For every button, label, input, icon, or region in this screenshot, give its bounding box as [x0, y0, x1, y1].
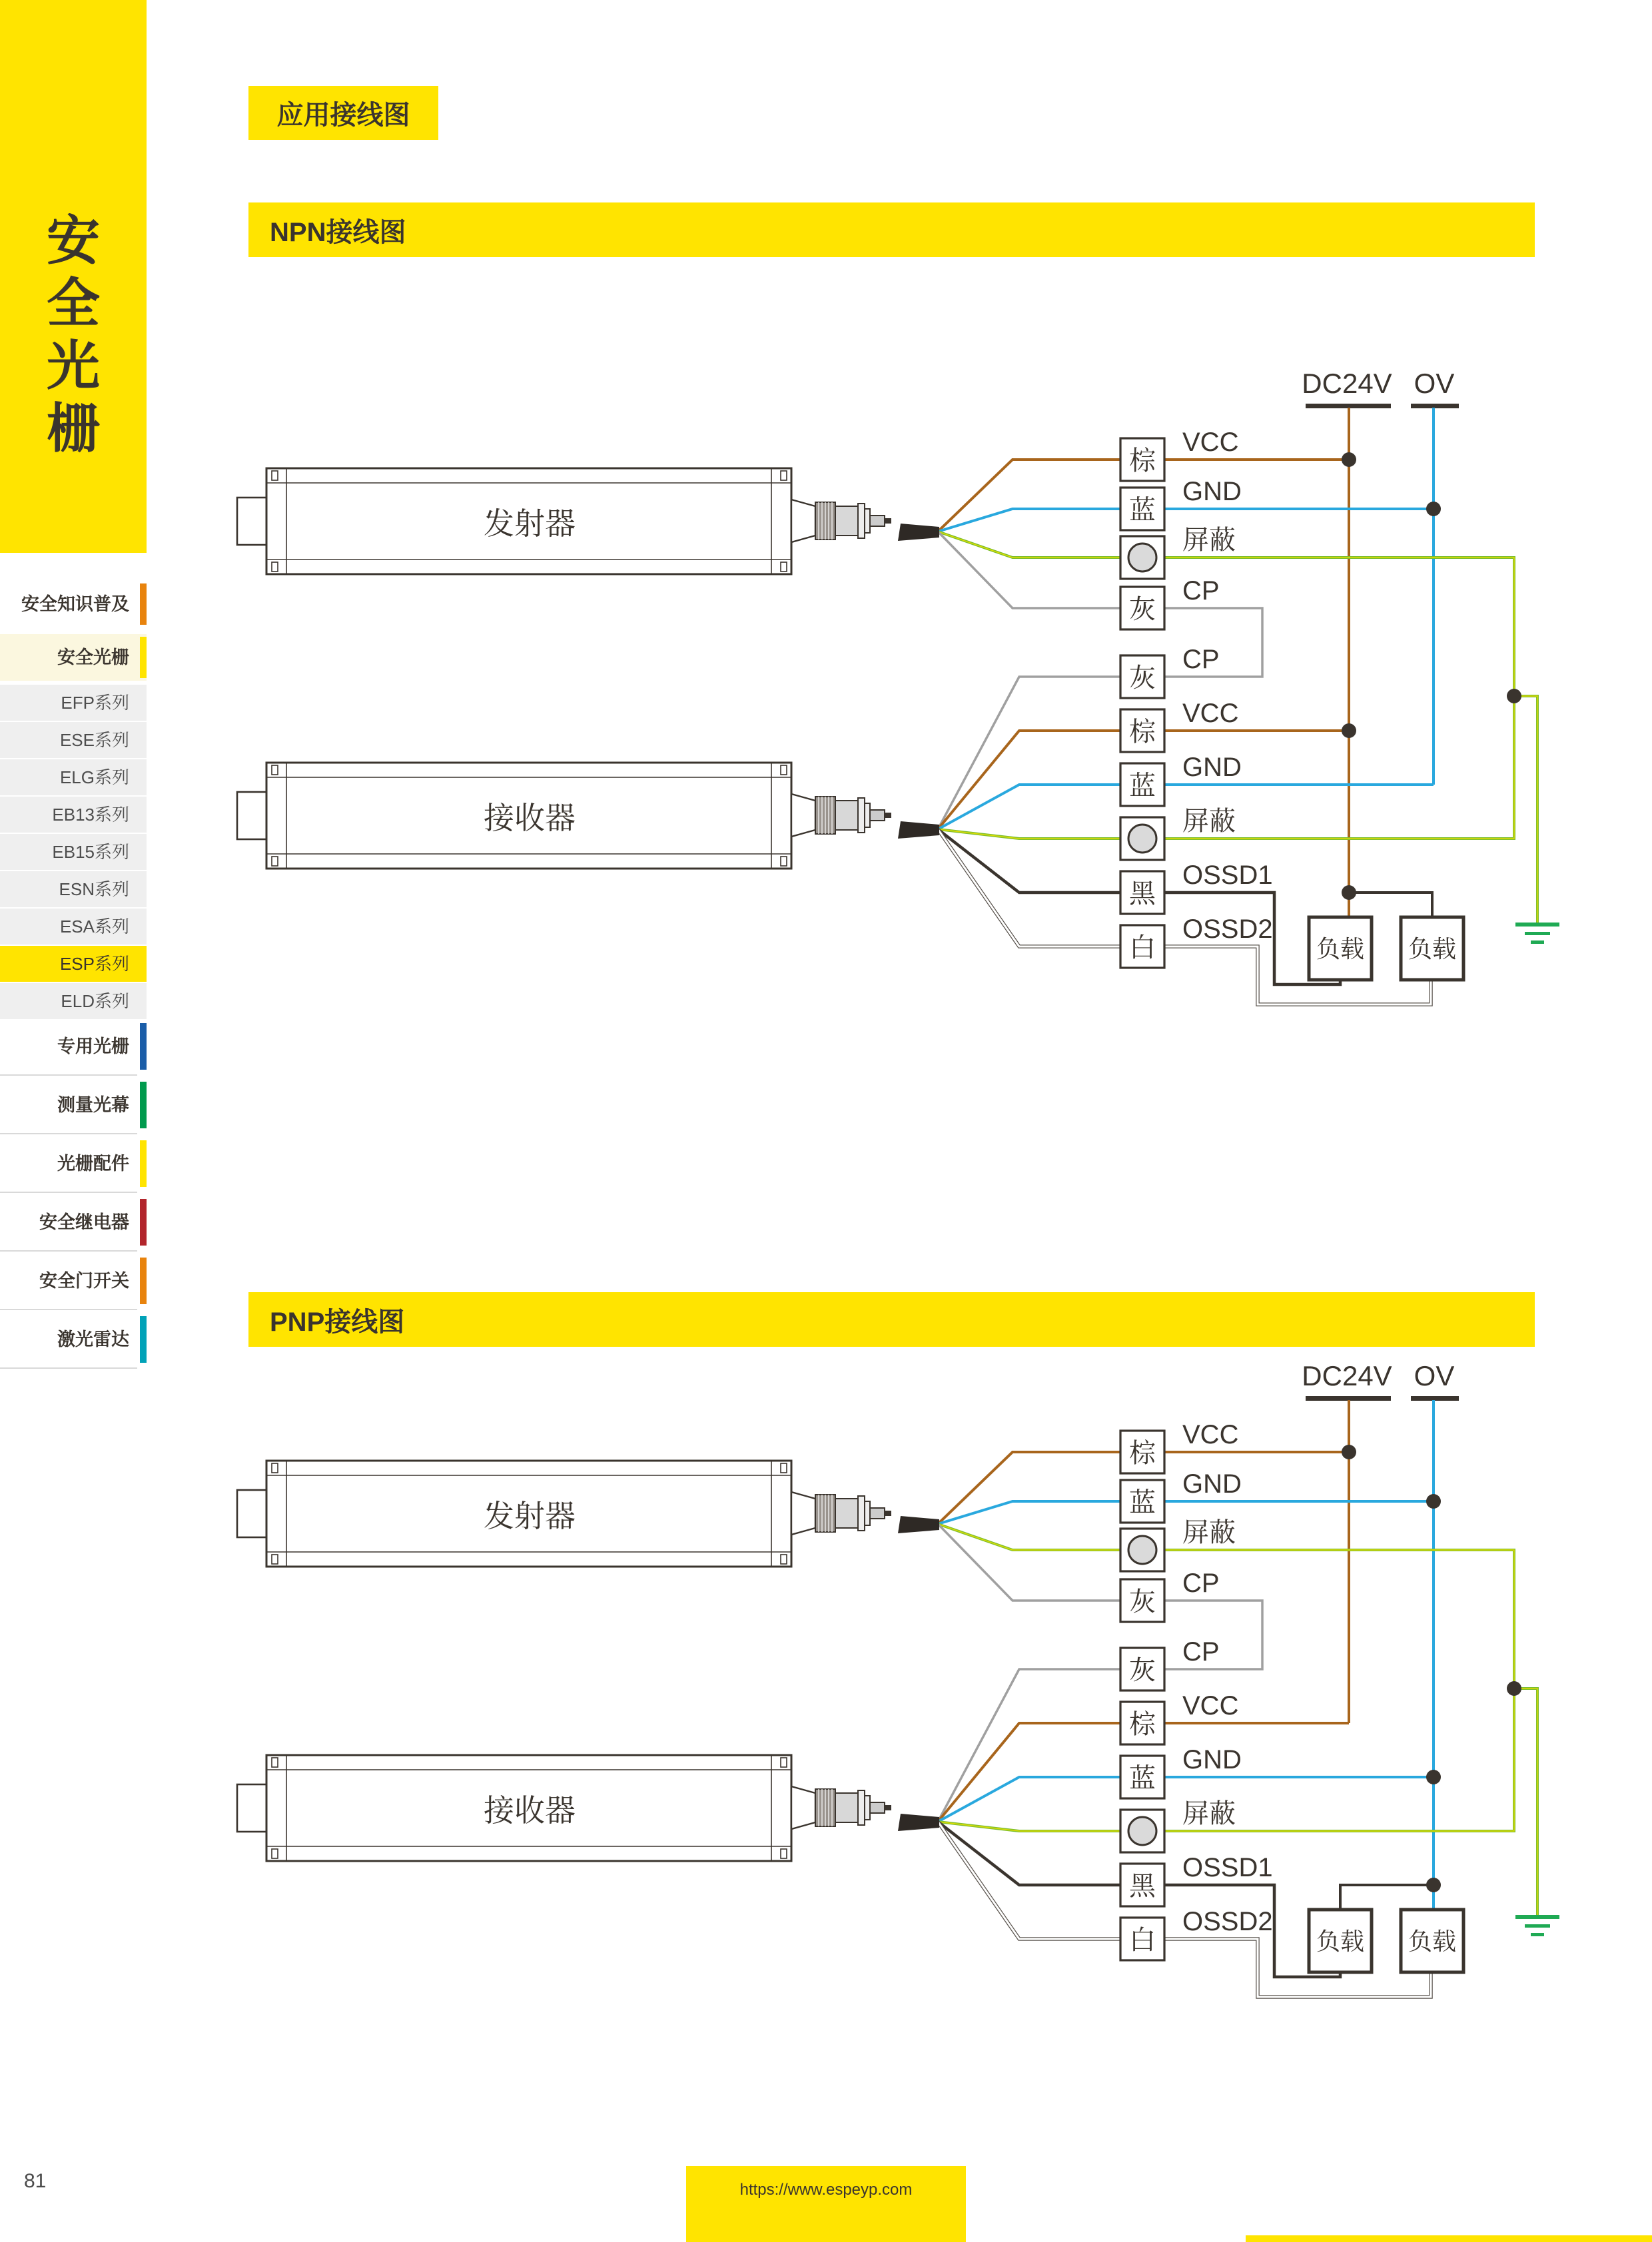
white-wire-outline	[1164, 1939, 1431, 1997]
connector-barrel	[835, 1499, 858, 1528]
sidebar-item-label: ESA系列	[59, 917, 129, 936]
connector-pin	[870, 516, 885, 526]
device-mount-block	[237, 498, 268, 545]
sidebar-item-label: 安全继电器	[39, 1212, 129, 1232]
shield-circle-icon	[1128, 1817, 1156, 1845]
wire-color-box-label: 白	[1129, 933, 1156, 962]
wire	[938, 677, 1120, 829]
wire-color-box-label: 蓝	[1129, 771, 1156, 801]
junction-dot	[1507, 1681, 1521, 1696]
connector-tip	[885, 518, 891, 524]
sidebar-title-char: 安	[47, 211, 100, 270]
signal-label: 屏蔽	[1182, 807, 1236, 836]
shield-wire-core	[938, 1524, 1120, 1550]
wire	[938, 1524, 1120, 1601]
sidebar-item-label: 安全门开关	[39, 1271, 129, 1291]
junction-dot	[1342, 885, 1356, 900]
dc24v-label: DC24V	[1302, 1360, 1392, 1391]
cable-stub	[898, 524, 939, 541]
shield-wire	[938, 1524, 1120, 1550]
device-mount-block	[237, 1490, 268, 1537]
sidebar-item-label: EFP系列	[61, 693, 129, 713]
load1-feed	[1340, 1885, 1434, 1910]
connector-barrel	[835, 801, 858, 830]
ov-label: OV	[1414, 1360, 1455, 1391]
signal-label: VCC	[1182, 1691, 1239, 1720]
earth-ground-icon	[1525, 932, 1550, 935]
sidebar-title-char: 光	[47, 336, 100, 396]
dc24v-terminal-bar	[1306, 404, 1391, 408]
connector-washer	[865, 803, 870, 827]
device-mount-block	[237, 792, 268, 839]
shield-wire-core	[938, 829, 1120, 839]
white-wire-core	[1164, 1939, 1431, 1997]
signal-label: 屏蔽	[1182, 1799, 1236, 1828]
signal-label: OSSD2	[1182, 1907, 1273, 1936]
sidebar-item-label: EB15系列	[52, 842, 129, 862]
wire	[938, 460, 1120, 532]
wire	[938, 1501, 1120, 1524]
sidebar-item-label: 专用光栅	[57, 1036, 129, 1056]
wire	[938, 509, 1120, 532]
device-label: 接收器	[484, 801, 576, 835]
sidebar-title-char: 全	[47, 274, 100, 333]
pnp-section-banner: PNP接线图	[248, 1292, 1535, 1347]
connector-flange	[858, 798, 865, 833]
wire-color-box-label: 蓝	[1129, 1764, 1156, 1793]
connector-taper	[791, 1492, 815, 1535]
device-label: 接收器	[484, 1793, 576, 1828]
wire-color-box-label: 棕	[1129, 1439, 1156, 1468]
shield-wire-core	[938, 1822, 1120, 1831]
connector-pin	[870, 1802, 885, 1813]
connector-washer	[865, 1796, 870, 1820]
white-wire-outline	[938, 829, 1120, 946]
white-wire-outline	[1164, 946, 1431, 1004]
junction-dot	[1426, 1494, 1441, 1509]
dc24v-label: DC24V	[1302, 368, 1392, 399]
shield-wire	[938, 532, 1120, 558]
earth-ground-icon	[1515, 1915, 1559, 1919]
connector-pin	[870, 1508, 885, 1519]
wire	[938, 532, 1120, 608]
sidebar-item-label: ESN系列	[59, 879, 129, 899]
connector-barrel	[835, 1793, 858, 1822]
wire	[938, 1452, 1120, 1524]
signal-label: GND	[1182, 1745, 1242, 1774]
dc24v-terminal-bar	[1306, 1396, 1391, 1401]
load-label: 负载	[1408, 1928, 1457, 1955]
earth-ground-icon	[1515, 923, 1559, 927]
shield-wire	[938, 829, 1120, 839]
sidebar-item-label: ELG系列	[59, 767, 129, 787]
ov-label: OV	[1414, 368, 1455, 399]
sidebar-item-label: EB13系列	[52, 805, 129, 825]
application-wiring-title: 应用接线图	[248, 86, 438, 140]
earth-ground-icon	[1525, 1924, 1550, 1928]
connector-tip	[885, 1805, 891, 1810]
sidebar-item-label: 测量光幕	[57, 1095, 129, 1115]
sidebar-item-label: 安全知识普及	[21, 594, 129, 614]
wire	[938, 1669, 1120, 1822]
signal-label: VCC	[1182, 428, 1239, 457]
signal-label: 屏蔽	[1182, 1518, 1236, 1547]
sidebar-item-label: ESP系列	[59, 954, 129, 974]
signal-label: CP	[1182, 645, 1220, 674]
footer-url[interactable]: https://www.espeyp.com	[739, 2181, 913, 2199]
signal-label: OSSD1	[1182, 861, 1273, 890]
junction-dot	[1507, 689, 1521, 703]
shield-wire-core	[1514, 1688, 1537, 1915]
signal-label: CP	[1182, 1569, 1220, 1598]
wire-color-box-label: 蓝	[1129, 1488, 1156, 1517]
wire-color-box-label: 灰	[1129, 663, 1156, 693]
device-mount-block	[237, 1784, 268, 1832]
wire-color-box-label: 棕	[1129, 1710, 1156, 1739]
shield-wire-core	[1514, 696, 1537, 923]
wire	[938, 1777, 1120, 1822]
earth-ground-icon	[1531, 940, 1544, 944]
signal-label: VCC	[1182, 699, 1239, 728]
wire	[938, 785, 1120, 829]
cable-stub	[898, 1516, 939, 1533]
shield-wire-core	[938, 532, 1120, 558]
shield-circle-icon	[1128, 825, 1156, 853]
white-wire-outline	[938, 1822, 1120, 1939]
connector-flange	[858, 1496, 865, 1531]
footer-url-box	[686, 2166, 966, 2242]
shield-circle-icon	[1128, 544, 1156, 571]
signal-label: OSSD1	[1182, 1853, 1273, 1882]
pnp-wiring-diagram	[237, 1360, 1559, 1997]
connector-washer	[865, 509, 870, 533]
signal-label: OSSD2	[1182, 915, 1273, 944]
signal-label: VCC	[1182, 1420, 1239, 1449]
junction-dot	[1342, 1445, 1356, 1459]
junction-dot	[1426, 1878, 1441, 1892]
junction-dot	[1342, 723, 1356, 738]
shield-wire	[938, 1822, 1120, 1831]
shield-circle-icon	[1128, 1536, 1156, 1564]
wire-color-box-label: 棕	[1129, 717, 1156, 747]
white-wire-core	[938, 829, 1120, 946]
page-number: 81	[24, 2170, 47, 2192]
wire-color-box-label: 白	[1129, 1926, 1156, 1955]
sidebar-item-label: 激光雷达	[57, 1329, 129, 1349]
wire-color-box-label: 黑	[1129, 1872, 1156, 1901]
signal-label: CP	[1182, 576, 1220, 605]
earth-ground-icon	[1531, 1933, 1544, 1936]
cable-stub	[898, 1814, 939, 1831]
connector-taper	[791, 794, 815, 837]
signal-label: CP	[1182, 1637, 1220, 1667]
white-wire-core	[1164, 946, 1431, 1004]
sidebar-title-char: 栅	[47, 399, 100, 458]
connector-pin	[870, 810, 885, 821]
sidebar-item-label: ELD系列	[61, 991, 129, 1011]
connector-taper	[791, 500, 815, 542]
shield-wire	[1514, 696, 1537, 923]
sidebar-item-label: 安全光栅	[57, 647, 129, 667]
connector-barrel	[835, 506, 858, 536]
connector-tip	[885, 1511, 891, 1516]
signal-label: GND	[1182, 477, 1242, 506]
sidebar-item-label: 光栅配件	[57, 1154, 129, 1174]
sidebar-item-label: ESE系列	[59, 730, 129, 750]
junction-dot	[1426, 1770, 1441, 1784]
shield-wire	[1514, 1688, 1537, 1915]
signal-label: GND	[1182, 753, 1242, 782]
wire-color-box-label: 棕	[1129, 446, 1156, 476]
signal-label: 屏蔽	[1182, 526, 1236, 555]
wire-color-box-label: 灰	[1129, 1656, 1156, 1685]
load-label: 负载	[1408, 935, 1457, 962]
signal-label: GND	[1182, 1469, 1242, 1499]
load-label: 负载	[1316, 1928, 1365, 1955]
connector-flange	[858, 1790, 865, 1825]
device-label: 发射器	[484, 1499, 576, 1533]
ov-terminal-bar	[1411, 404, 1459, 408]
white-wire-core	[938, 1822, 1120, 1939]
load-label: 负载	[1316, 935, 1365, 962]
connector-taper	[791, 1786, 815, 1829]
wire-color-box-label: 灰	[1129, 595, 1156, 624]
load2-feed	[1349, 893, 1432, 917]
wire-color-box-label: 蓝	[1129, 496, 1156, 525]
cable-stub	[898, 821, 939, 839]
npn-wiring-diagram	[237, 368, 1559, 1004]
ov-terminal-bar	[1411, 1396, 1459, 1401]
junction-dot	[1342, 452, 1356, 467]
wire-color-box-label: 灰	[1129, 1587, 1156, 1617]
junction-dot	[1426, 502, 1441, 516]
connector-flange	[858, 504, 865, 538]
connector-tip	[885, 813, 891, 818]
device-label: 发射器	[484, 506, 576, 541]
connector-washer	[865, 1501, 870, 1525]
npn-section-banner: NPN接线图	[248, 202, 1535, 257]
wire-color-box-label: 黑	[1129, 879, 1156, 909]
footer-yellow-strip	[1246, 2235, 1652, 2242]
